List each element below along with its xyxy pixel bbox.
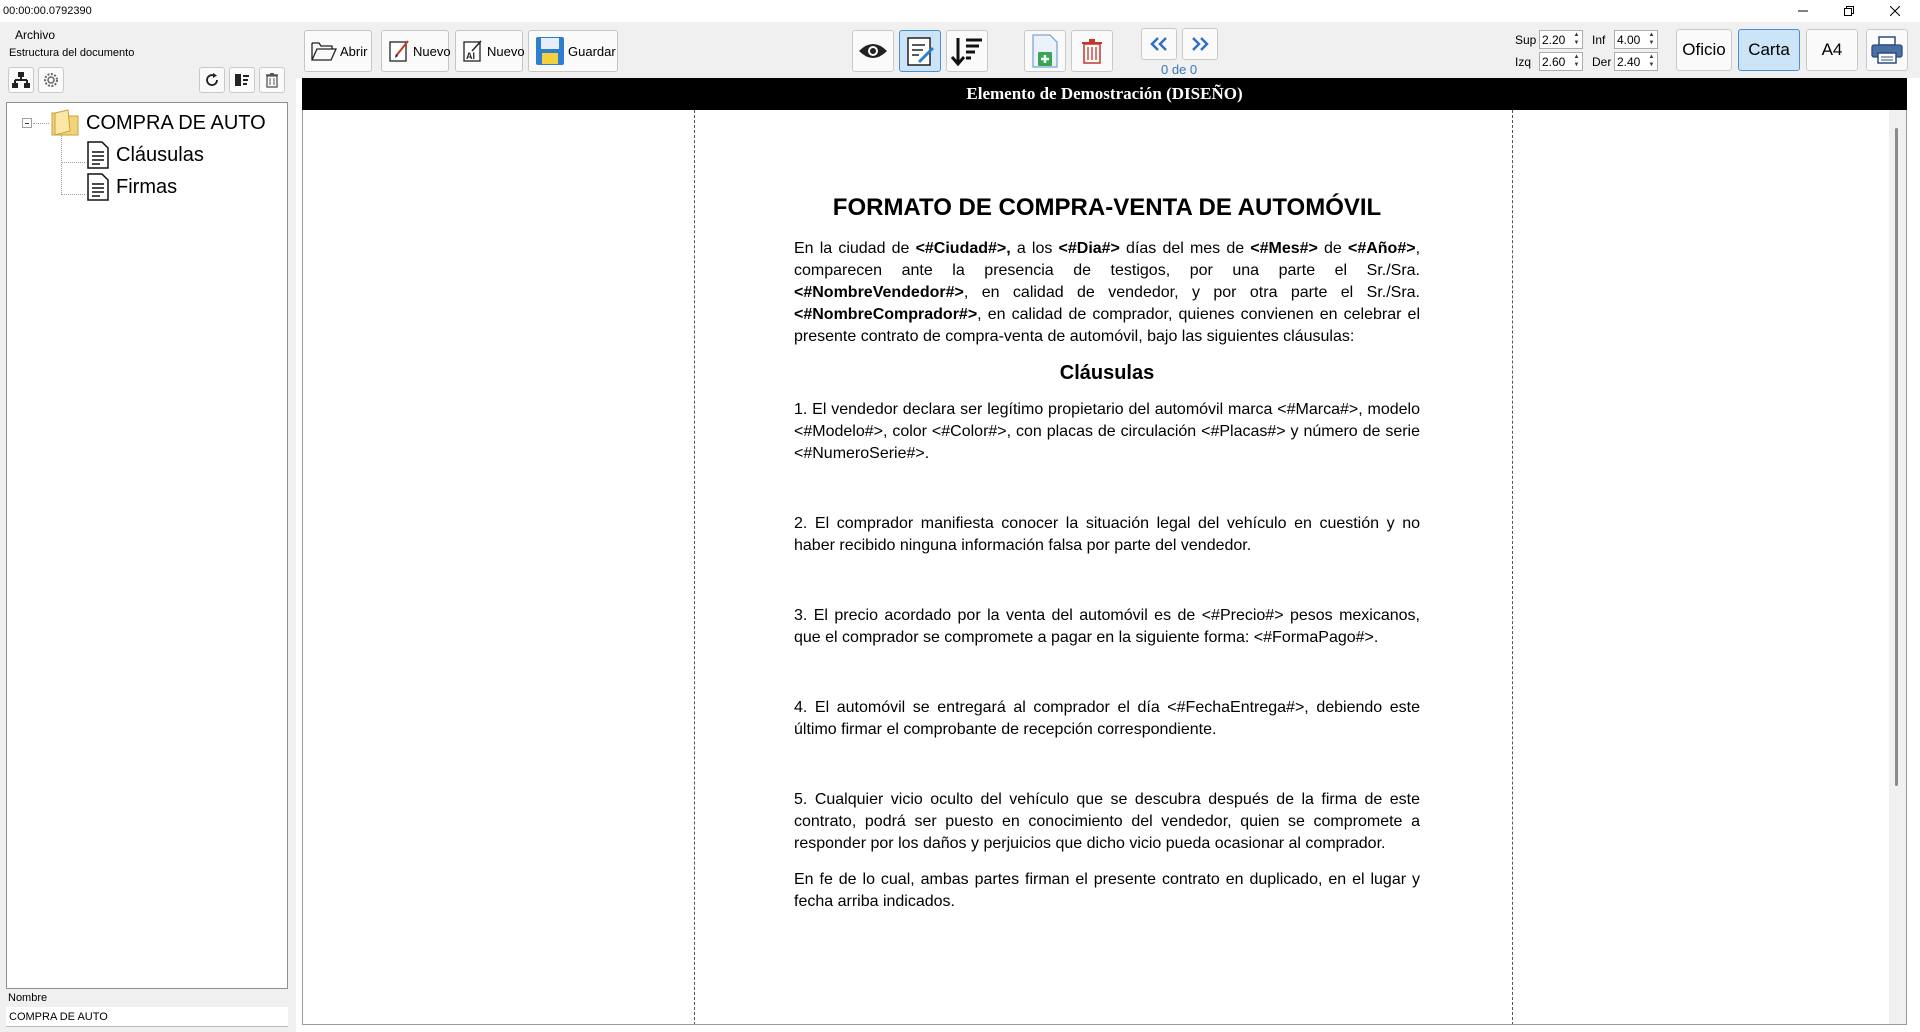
save-button[interactable] (528, 30, 618, 72)
gear-icon (42, 71, 60, 89)
folder-open-icon (311, 40, 337, 62)
page-indicator: 0 de 0 (1161, 62, 1198, 77)
delete-node-button[interactable] (259, 67, 285, 93)
minimize-button[interactable] (1780, 0, 1826, 22)
list-delete-icon (233, 71, 251, 89)
window-title: 00:00:00.0792390 (3, 5, 92, 17)
previous-page-button[interactable] (1141, 28, 1177, 60)
sort-button[interactable] (946, 30, 988, 72)
delete-page-button[interactable] (1071, 30, 1113, 72)
open-button[interactable] (304, 30, 372, 72)
izq-spinner[interactable] (1539, 52, 1583, 71)
structure-label: Estructura del documento (9, 47, 135, 59)
right-margin-line (1512, 110, 1513, 1025)
der-value: 2.40 (1617, 54, 1641, 69)
menu-archivo[interactable]: Archivo (15, 28, 56, 42)
spinner-arrows-icon[interactable]: ▲ ▼ (1573, 32, 1580, 46)
preview-button[interactable] (852, 30, 894, 72)
design-mode-button[interactable] (899, 30, 941, 72)
paper-oficio-button[interactable]: Oficio (1676, 29, 1732, 71)
trash-icon (1079, 37, 1105, 65)
inf-value: 4.00 (1617, 32, 1641, 47)
title-bar (0, 0, 1920, 22)
inf-label: Inf (1592, 33, 1606, 47)
eye-icon (858, 41, 888, 61)
document-tree[interactable] (6, 102, 288, 989)
sup-spinner[interactable] (1539, 30, 1583, 49)
nombre-input[interactable] (6, 1007, 288, 1027)
new-button[interactable] (381, 30, 449, 72)
open-label: Abrir (340, 43, 368, 59)
clause-2: 2. El comprador manifiesta conocer la situación legal del vehículo en cuestión y no haber recibido ninguna información falsa por parte del vendedor. (794, 515, 1420, 554)
print-button[interactable] (1866, 29, 1908, 71)
close-icon (1890, 6, 1900, 16)
add-page-button[interactable] (1024, 30, 1066, 72)
document-canvas[interactable] (302, 110, 1907, 1025)
restore-icon (1844, 6, 1854, 16)
izq-value: 2.60 (1542, 54, 1566, 69)
folder-icon (50, 109, 80, 137)
tree-line (61, 162, 85, 163)
ai-document-icon (462, 39, 484, 63)
der-spinner[interactable] (1614, 52, 1658, 71)
nombre-label: Nombre (8, 992, 48, 1004)
paper-a4-button[interactable]: A4 (1806, 29, 1858, 71)
tree-item-label: Cláusulas (116, 143, 204, 166)
save-label: Guardar (568, 43, 616, 59)
refresh-icon (203, 71, 221, 89)
svg-text:AI: AI (466, 51, 475, 61)
edit-page-icon (905, 35, 935, 67)
clause-3: 3. El precio acordado por la venta del automóvil es de <#Precio#> pesos mexicanos, que el comprador se compromete a pagar en la siguiente forma: <#FormaPago#>. (794, 607, 1420, 646)
new-ai-button[interactable] (455, 30, 523, 72)
tree-expander[interactable] (22, 118, 32, 128)
tree-root-label: COMPRA DE AUTO (86, 111, 266, 134)
document-icon (86, 141, 110, 169)
section-title: Cláusulas (1059, 362, 1155, 384)
edit-document-icon (388, 39, 410, 63)
sort-down-icon (950, 35, 984, 67)
spinner-arrows-icon[interactable]: ▲ ▼ (1648, 32, 1655, 46)
sort-delete-button[interactable] (229, 67, 255, 93)
sidebar (0, 22, 296, 1032)
tree-item-label: Firmas (116, 175, 178, 198)
add-document-icon (1030, 34, 1060, 68)
intro-paragraph: En la ciudad de <#Ciudad#>, a los <#Dia#> días del mes de <#Mes#> de <#Año#>, comparecen ante la presencia de testigos, por una parte el Sr./Sra. <#NombreVendedor#>, en calidad de vendedor, y por otra parte el Sr./Sra. <#NombreComprador#>, en calidad de comprador, quienes convienen en celebrar el presente contrato de compra-venta de automóvil, bajo las siguientes cláusulas: (794, 240, 1421, 345)
next-page-button[interactable] (1182, 28, 1218, 60)
spinner-arrows-icon[interactable]: ▲ ▼ (1573, 54, 1580, 68)
clause-4: 4. El automóvil se entregará al comprador el día <#FechaEntrega#>, debiendo este último firmar el comprobante de recepción correspondiente. (794, 699, 1420, 738)
der-label: Der (1592, 55, 1612, 69)
inf-spinner[interactable] (1614, 30, 1658, 49)
settings-tree-button[interactable] (38, 67, 64, 93)
sup-value: 2.20 (1542, 32, 1566, 47)
izq-label: Izq (1515, 55, 1532, 69)
minimize-icon (1798, 6, 1808, 16)
scrollbar-thumb[interactable] (1895, 128, 1898, 786)
clause-5: 5. Cualquier vicio oculto del vehículo que se descubra después de la firma de este contrato, podrá ser puesto en conocimiento del vendedor, quien se compromete a responder por los daños y perjuicios que dicho vicio pueda ocasionar al comprador. (794, 791, 1420, 852)
left-margin-line (694, 110, 695, 1025)
vertical-scrollbar[interactable] (1889, 110, 1906, 1025)
double-chevron-right-icon (1190, 36, 1210, 52)
document-header: Elemento de Demostración (DISEÑO) (302, 78, 1907, 110)
closing-paragraph: En fe de lo cual, ambas partes firman el presente contrato en duplicado, en el lugar y fecha arriba indicados. (794, 871, 1420, 910)
printer-icon (1871, 36, 1903, 64)
sup-label: Sup (1515, 33, 1537, 47)
refresh-button[interactable] (199, 67, 225, 93)
double-chevron-left-icon (1149, 36, 1169, 52)
new-ai-label: Nuevo (487, 43, 525, 59)
document-title: FORMATO DE COMPRA-VENTA DE AUTOMÓVIL (832, 194, 1382, 221)
tree-line (33, 123, 49, 124)
floppy-disk-icon (535, 36, 565, 66)
new-label: Nuevo (413, 43, 451, 59)
tree-line (61, 135, 62, 195)
clause-1: 1. El vendedor declara ser legítimo propietario del automóvil marca <#Marca#>, modelo <#Modelo#>, color <#Color#>, con placas de circulación <#Placas#> y número de serie <#NumeroSerie#>. (794, 401, 1420, 462)
spinner-arrows-icon[interactable]: ▲ ▼ (1648, 54, 1655, 68)
document-icon (86, 173, 110, 201)
hierarchy-icon (12, 71, 30, 89)
close-button[interactable] (1872, 0, 1918, 22)
trash-icon (263, 71, 281, 89)
restore-button[interactable] (1826, 0, 1872, 22)
tree-item-clausulas[interactable] (86, 141, 204, 169)
tree-line (61, 194, 85, 195)
tree-root[interactable] (50, 109, 266, 137)
hierarchy-button[interactable] (8, 67, 34, 93)
tree-item-firmas[interactable] (86, 173, 177, 201)
paper-carta-button[interactable]: Carta (1738, 29, 1800, 71)
toolbar (296, 22, 1920, 78)
